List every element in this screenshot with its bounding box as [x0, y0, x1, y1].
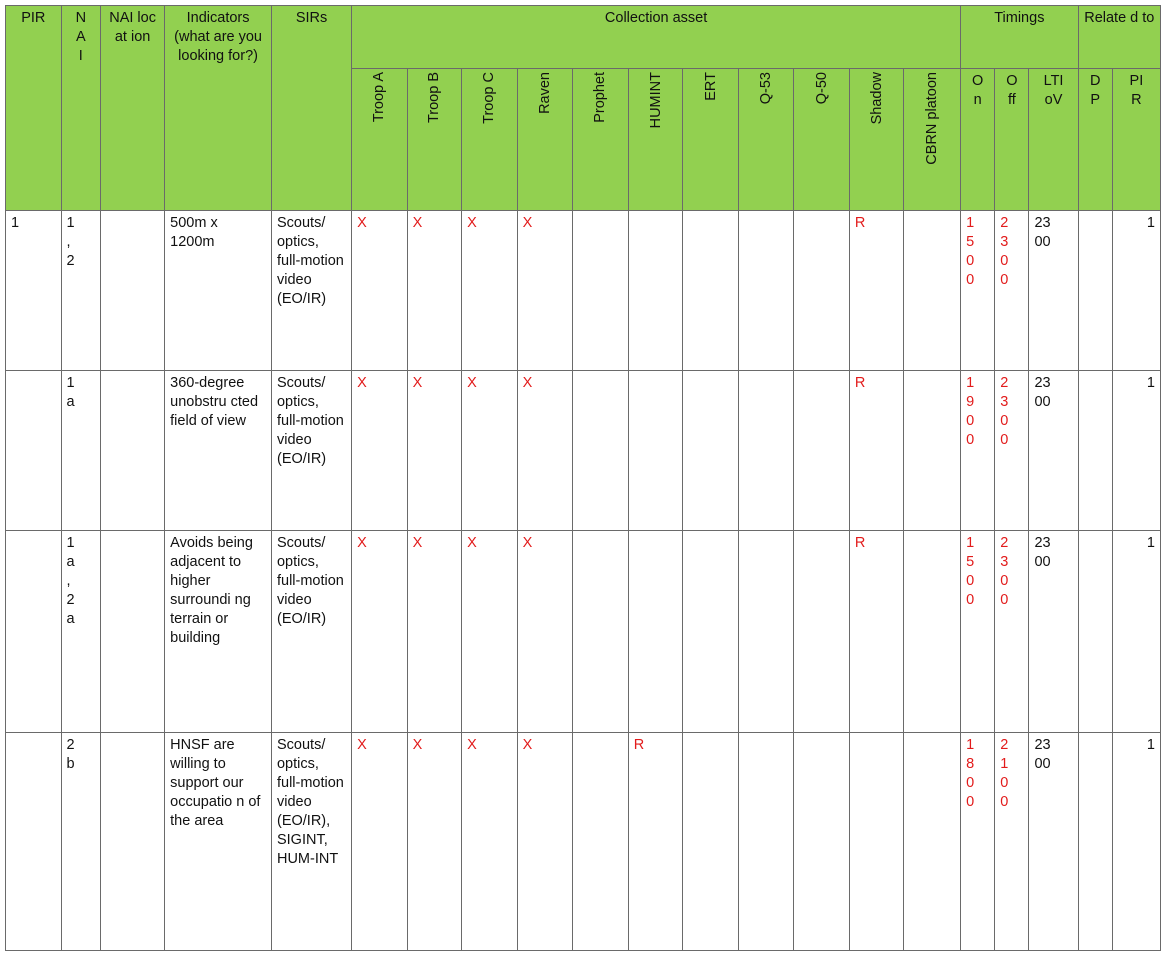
cell-asset: X: [352, 371, 408, 531]
cell-asset: X: [352, 211, 408, 371]
cell-asset: [573, 371, 629, 531]
cell-timing-off: 2 3 0 0: [995, 211, 1029, 371]
cell-asset: [683, 531, 739, 733]
cell-asset: R: [849, 371, 903, 531]
header-collection-asset: [352, 6, 961, 69]
cell-related-pir: 1: [1112, 211, 1160, 371]
cell-asset: X: [517, 371, 573, 531]
cell-asset: [794, 211, 850, 371]
asset-label: Troop B: [426, 72, 443, 124]
cell-asset: [794, 531, 850, 733]
cell-related-pir: 1: [1112, 531, 1160, 733]
cell-related-dp: [1078, 371, 1112, 531]
cell-sir: Scouts/ optics, full-motion video (EO/IR), SIGINT, HUM-INT: [271, 733, 351, 951]
table-row: [6, 531, 1161, 733]
asset-label: HUMINT: [647, 72, 664, 129]
header-asset-cbrn-platoon: [904, 69, 961, 211]
header-timing-ltiov: [1029, 69, 1078, 211]
cell-nai: 1 a: [61, 371, 101, 531]
header-timing-off: [995, 69, 1029, 211]
header-indicators: [165, 6, 272, 211]
cell-asset: X: [517, 733, 573, 951]
cell-asset: X: [517, 211, 573, 371]
cell-indicator: 500m x 1200m: [165, 211, 272, 371]
cell-asset: [904, 733, 961, 951]
cell-asset: X: [517, 531, 573, 733]
asset-label: Prophet: [592, 72, 609, 123]
cell-pir: [6, 371, 62, 531]
header-nai-location-label: NAI locat ion: [109, 10, 156, 45]
table-body: [6, 211, 1161, 951]
cell-asset: X: [462, 371, 518, 531]
asset-label: Q-53: [758, 72, 775, 105]
cell-asset: [573, 211, 629, 371]
header-related-to: [1078, 6, 1160, 69]
cell-asset: [628, 531, 682, 733]
cell-asset: [683, 371, 739, 531]
cell-asset: X: [462, 531, 518, 733]
header-pir: [6, 6, 62, 211]
asset-label: Shadow: [868, 72, 885, 125]
cell-asset: [683, 211, 739, 371]
cell-asset: X: [407, 371, 461, 531]
cell-pir: [6, 531, 62, 733]
header-related-dp: [1078, 69, 1112, 211]
cell-asset: [738, 531, 794, 733]
cell-timing-off: 2 3 0 0: [995, 371, 1029, 531]
cell-nai-location: [101, 371, 165, 531]
header-nai: [61, 6, 101, 211]
header-sirs: [271, 6, 351, 211]
cell-asset: [904, 371, 961, 531]
cell-nai-location: [101, 733, 165, 951]
header-sirs-label: SIRs: [295, 10, 328, 26]
cell-related-dp: [1078, 733, 1112, 951]
header-pir-label: PIR: [21, 10, 46, 26]
cell-ltiov: 23 00: [1029, 733, 1078, 951]
header-collection-asset-label: Collection asset: [604, 10, 708, 26]
cell-timing-off: 2 1 0 0: [995, 733, 1029, 951]
cell-nai: 2 b: [61, 733, 101, 951]
header-asset-humint: [628, 69, 682, 211]
cell-asset: [904, 531, 961, 733]
header-related-pir: [1112, 69, 1160, 211]
cell-pir: 1: [6, 211, 62, 371]
cell-asset: [683, 733, 739, 951]
cell-nai: 1 , 2: [61, 211, 101, 371]
table-row: [6, 733, 1161, 951]
table-header: [6, 6, 1161, 211]
cell-asset: [904, 211, 961, 371]
cell-nai: 1 a , 2 a: [61, 531, 101, 733]
cell-sir: Scouts/ optics, full-motion video (EO/IR): [271, 211, 351, 371]
header-nai-location: [101, 6, 165, 211]
related-label: PI R: [1129, 73, 1144, 108]
cell-asset: [628, 371, 682, 531]
cell-asset: X: [407, 531, 461, 733]
cell-related-pir: 1: [1112, 733, 1160, 951]
cell-asset: X: [352, 531, 408, 733]
cell-nai-location: [101, 211, 165, 371]
cell-timing-on: 1 5 0 0: [961, 531, 995, 733]
cell-asset: [794, 371, 850, 531]
cell-sir: Scouts/ optics, full-motion video (EO/IR): [271, 371, 351, 531]
cell-asset: X: [407, 733, 461, 951]
related-label: D P: [1089, 73, 1101, 108]
cell-nai-location: [101, 531, 165, 733]
cell-asset: [794, 733, 850, 951]
cell-ltiov: 23 00: [1029, 531, 1078, 733]
timing-label: O n: [972, 73, 984, 108]
cell-asset: X: [352, 733, 408, 951]
cell-asset: R: [849, 531, 903, 733]
header-asset-troop-c: [462, 69, 518, 211]
header-related-to-label: Relate d to: [1084, 10, 1155, 26]
asset-label: Troop A: [371, 72, 388, 123]
asset-label: Troop C: [481, 72, 498, 124]
header-asset-prophet: [573, 69, 629, 211]
timing-label: LTI oV: [1043, 73, 1064, 108]
table-row: [6, 371, 1161, 531]
cell-asset: [738, 371, 794, 531]
cell-asset: R: [849, 211, 903, 371]
cell-related-dp: [1078, 531, 1112, 733]
header-asset-troop-b: [407, 69, 461, 211]
cell-pir: [6, 733, 62, 951]
header-asset-troop-a: [352, 69, 408, 211]
cell-ltiov: 23 00: [1029, 371, 1078, 531]
cell-timing-on: 1 5 0 0: [961, 211, 995, 371]
cell-asset: X: [462, 211, 518, 371]
cell-asset: R: [628, 733, 682, 951]
header-timing-on: [961, 69, 995, 211]
header-asset-shadow: [849, 69, 903, 211]
header-asset-ert: [683, 69, 739, 211]
cell-timing-off: 2 3 0 0: [995, 531, 1029, 733]
cell-asset: [573, 531, 629, 733]
cell-related-dp: [1078, 211, 1112, 371]
cell-asset: X: [462, 733, 518, 951]
cell-sir: Scouts/ optics, full-motion video (EO/IR): [271, 531, 351, 733]
cell-related-pir: 1: [1112, 371, 1160, 531]
cell-indicator: HNSF are willing to support our occupatio n of the area: [165, 733, 272, 951]
header-indicators-label: Indicators (what are you looking for?): [174, 10, 262, 64]
cell-timing-on: 1 9 0 0: [961, 371, 995, 531]
cell-asset: [628, 211, 682, 371]
header-nai-label: N A I: [75, 10, 87, 64]
asset-label: CBRN platoon: [924, 72, 941, 165]
table-row: [6, 211, 1161, 371]
header-timings-label: Timings: [994, 10, 1045, 26]
asset-label: Q-50: [813, 72, 830, 105]
header-asset-q53: [738, 69, 794, 211]
cell-indicator: Avoids being adjacent to higher surroundi ng terrain or building: [165, 531, 272, 733]
header-asset-raven: [517, 69, 573, 211]
cell-timing-on: 1 8 0 0: [961, 733, 995, 951]
cell-asset: X: [407, 211, 461, 371]
cell-asset: [738, 211, 794, 371]
header-timings: [961, 6, 1079, 69]
timing-label: O ff: [1006, 73, 1018, 108]
asset-label: Raven: [536, 72, 553, 114]
cell-asset: [573, 733, 629, 951]
cell-asset: [738, 733, 794, 951]
asset-label: ERT: [702, 72, 719, 101]
cell-ltiov: 23 00: [1029, 211, 1078, 371]
cell-asset: [849, 733, 903, 951]
header-asset-q50: [794, 69, 850, 211]
cell-indicator: 360-degree unobstru cted field of view: [165, 371, 272, 531]
collection-matrix-table: [5, 5, 1161, 951]
